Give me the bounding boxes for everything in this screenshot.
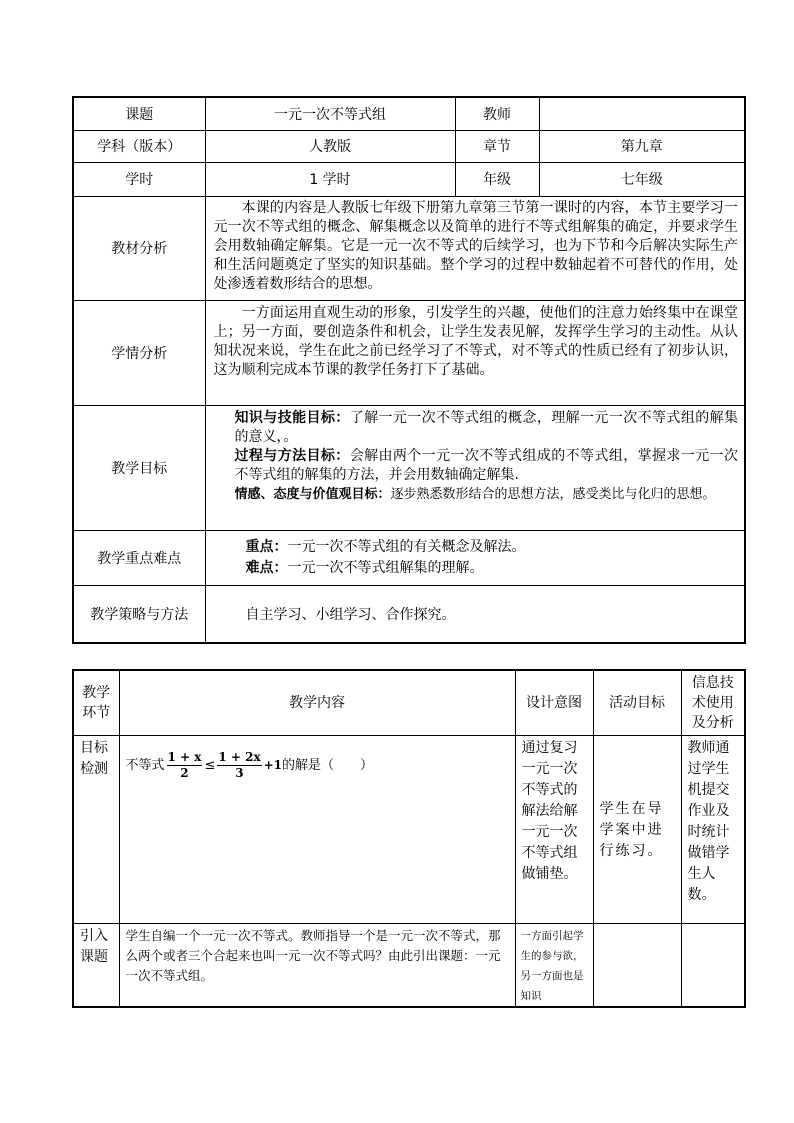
chapter-value: 第九章: [539, 130, 745, 162]
strategy-text: 自主学习、小组学习、合作探究。: [205, 585, 745, 643]
knowledge-objective: [235, 409, 739, 447]
student-analysis-cell: [205, 300, 745, 405]
activity-introduce: [593, 923, 681, 1007]
header-activity: 活动目标: [593, 670, 681, 735]
content-target-check: [119, 735, 515, 923]
topic-label: 课题: [73, 97, 205, 130]
strategy-label: 教学策略与方法: [73, 585, 205, 643]
emotion-objective-title: 情感、态度与价值观目标：: [234, 486, 391, 502]
stage-target-check: 目标检测: [73, 735, 119, 923]
fraction-right-numerator: 1 + 2x: [218, 749, 261, 764]
objectives-cell: [205, 405, 745, 530]
key-points-cell: [205, 530, 745, 585]
relation-symbol: ≤: [204, 757, 216, 773]
key-points-label: 教学重点难点: [73, 530, 205, 585]
intent-introduce: 一方面引起学生的参与欲，另一方面也是知识: [515, 923, 593, 1007]
material-analysis-text: 本课的内容是人教版七年级下册第九章第三节第一课时的内容，本节主要学习一元一次不等式组的概念、解集概念以及简单的进行不等式组解集的确定，并要求学生会用数轴确定解集。它是一元一次不等式的后续学习，也为下节和今后解决实际生产和生活问题奠定了坚实的知识基础。整个学习的过程中数轴起着不可替代的作用，处处渗透着数形结合的思想。: [213, 199, 738, 292]
hours-label: 学时: [73, 162, 205, 196]
difficult-point: [246, 558, 745, 579]
header-tech: 信息技术使用及分析: [681, 670, 745, 735]
material-analysis-label: 教材分析: [73, 196, 205, 300]
student-analysis-text: 一方面运用直观生动的形象，引发学生的兴趣，使他们的注意力始终集中在课堂上；另一方面，要创造条件和机会，让学生发表见解，发挥学生学习的主动性。从认知状况来说，学生在此之前已经学习了不等式，对不等式的性质已经有了初步认识，这为顺利完成本节课的教学任务打下了基础。: [213, 304, 738, 378]
emotion-objective: [235, 485, 739, 504]
key-point-text: 一元一次不等式组的有关概念及解法。: [287, 538, 526, 555]
grade-label: 年级: [455, 162, 539, 196]
key-point-title: 重点：: [245, 538, 288, 555]
grade-value: 七年级: [539, 162, 745, 196]
activity-target-check: 学生在导学案中进行练习。: [593, 735, 681, 923]
tech-target-check: 教师通过学生机提交作业及时统计做错学生人数。: [681, 735, 745, 923]
process-objective: [235, 447, 739, 485]
header-content: 教学内容: [119, 670, 515, 735]
hours-value: 1 学时: [205, 162, 455, 196]
key-point: [246, 537, 745, 558]
content-suffix: 的解是（ ）: [282, 757, 374, 773]
header-stage: 教学环节: [73, 670, 119, 735]
content-prefix: 不等式: [125, 757, 165, 773]
student-analysis-label: 学情分析: [73, 300, 205, 405]
intent-target-check: 通过复习一元一次不等式的解法给解一元一次不等式组做铺垫。: [515, 735, 593, 923]
header-intent: 设计意图: [515, 670, 593, 735]
knowledge-objective-text: 了解一元一次不等式组的概念，理解一元一次不等式组的解集的意义，。: [234, 409, 739, 445]
difficult-point-title: 难点：: [245, 559, 288, 576]
teacher-label: 教师: [455, 97, 539, 130]
tech-introduce: [681, 923, 745, 1007]
fraction-right: [217, 750, 261, 781]
stage-introduce: 引入课题: [73, 923, 119, 1007]
subject-value: 人教版: [205, 130, 455, 162]
chapter-label: 章节: [455, 130, 539, 162]
fraction-left-denominator: 2: [180, 765, 189, 780]
subject-label: 学科（版本）: [73, 130, 205, 162]
teacher-value: [539, 97, 745, 130]
plus-one: +1: [263, 757, 283, 772]
process-objective-title: 过程与方法目标：: [234, 447, 350, 464]
teaching-process-table: [72, 669, 746, 1008]
fraction-right-denominator: 3: [235, 765, 244, 780]
difficult-point-text: 一元一次不等式组解集的理解。: [287, 559, 484, 576]
knowledge-objective-title: 知识与技能目标：: [234, 409, 350, 426]
objectives-label: 教学目标: [73, 405, 205, 530]
emotion-objective-text: 逐步熟悉数形结合的思想方法，感受类比与化归的思想。: [390, 486, 716, 502]
content-introduce: 学生自编一个一元一次不等式。教师指导一个是一元一次不等式，那么两个或者三个合起来也叫一元一次不等式吗？由此引出课题：一元一次不等式组。: [119, 923, 515, 1007]
fraction-left: [167, 750, 203, 781]
fraction-left-numerator: 1 + x: [167, 749, 202, 764]
lesson-info-table: [72, 96, 746, 644]
process-objective-text: 会解由两个一元一次不等式组成的不等式组，掌握求一元一次不等式组的解集的方法，并会用数轴确定解集.: [234, 447, 739, 483]
material-analysis-cell: [205, 196, 745, 300]
topic-value: 一元一次不等式组: [205, 97, 455, 130]
